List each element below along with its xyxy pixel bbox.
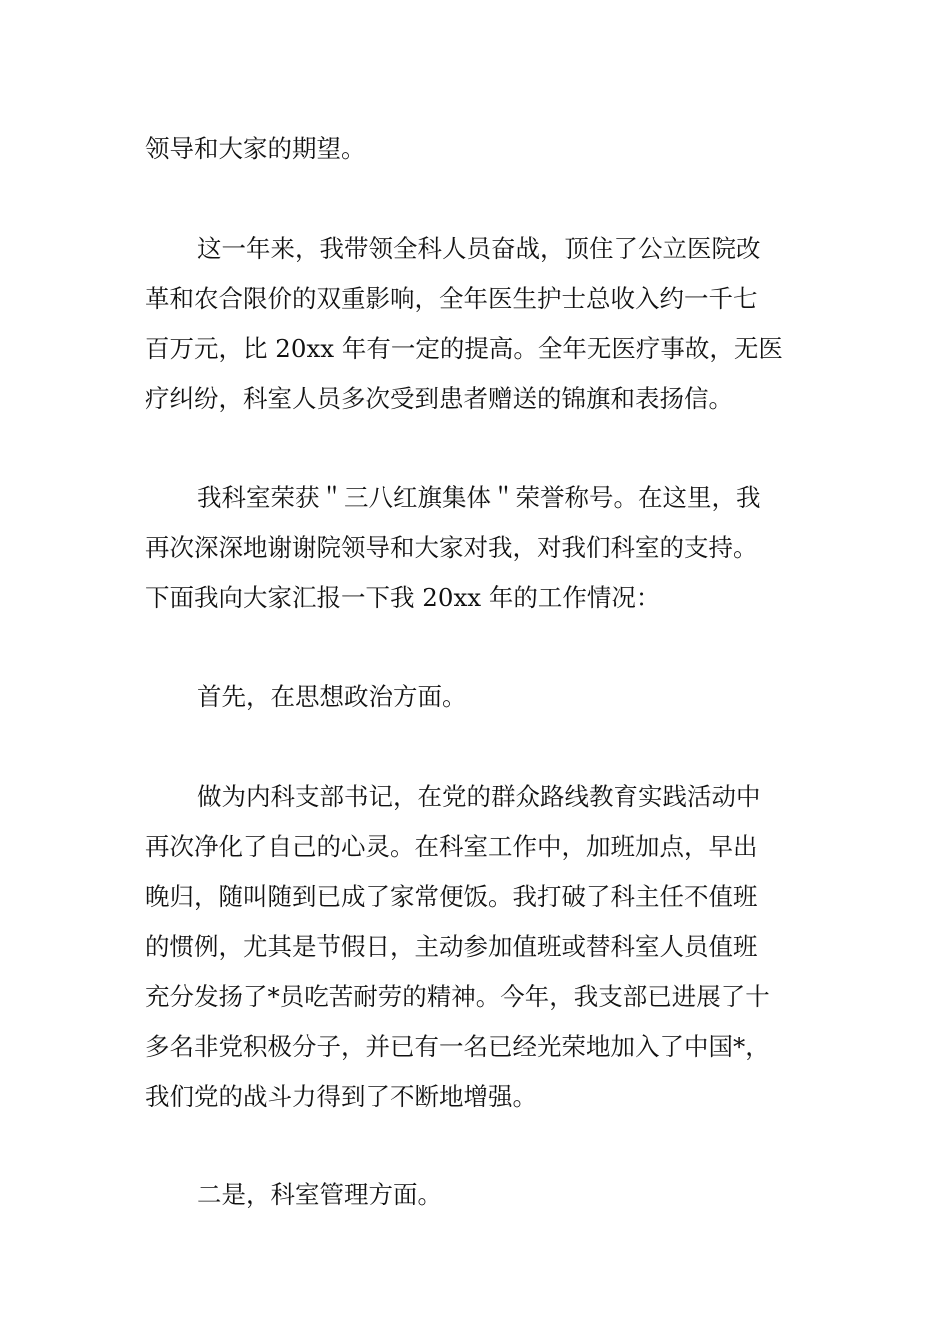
text-line: 这一年来，我带领全科人员奋战，顶住了公立医院改 bbox=[197, 234, 761, 263]
text-line: 再次净化了自己的心灵。在科室工作中，加班加点，早出 bbox=[145, 832, 758, 861]
text-line: 革和农合限价的双重影响，全年医生护士总收入约一千七 bbox=[145, 284, 758, 313]
text-line: 充分发扬了*员吃苦耐劳的精神。今年，我支部已进展了十 bbox=[145, 982, 770, 1011]
text-line: 晚归，随叫随到已成了家常便饭。我打破了科主任不值班 bbox=[145, 882, 758, 911]
text-line: 的惯例，尤其是节假日，主动参加值班或替科室人员值班 bbox=[145, 932, 758, 961]
text-line: 百万元，比 20xx 年有一定的提高。全年无医疗事故，无医 bbox=[145, 334, 783, 363]
text-line: 首先，在思想政治方面。 bbox=[197, 682, 467, 711]
text-line: 二是，科室管理方面。 bbox=[197, 1180, 442, 1209]
text-line: 我们党的战斗力得到了不断地增强。 bbox=[145, 1082, 537, 1111]
text-line: 再次深深地谢谢院领导和大家对我，对我们科室的支持。 bbox=[145, 533, 758, 562]
text-line: 领导和大家的期望。 bbox=[145, 134, 366, 163]
text-line: 多名非党积极分子，并已有一名已经光荣地加入了中国*， bbox=[145, 1032, 770, 1061]
text-line: 做为内科支部书记，在党的群众路线教育实践活动中 bbox=[197, 782, 761, 811]
text-line: 疗纠纷，科室人员多次受到患者赠送的锦旗和表扬信。 bbox=[145, 384, 733, 413]
text-line: 我科室荣获＂三八红旗集体＂荣誉称号。在这里，我 bbox=[197, 483, 761, 512]
text-line: 下面我向大家汇报一下我 20xx 年的工作情况： bbox=[145, 583, 661, 612]
